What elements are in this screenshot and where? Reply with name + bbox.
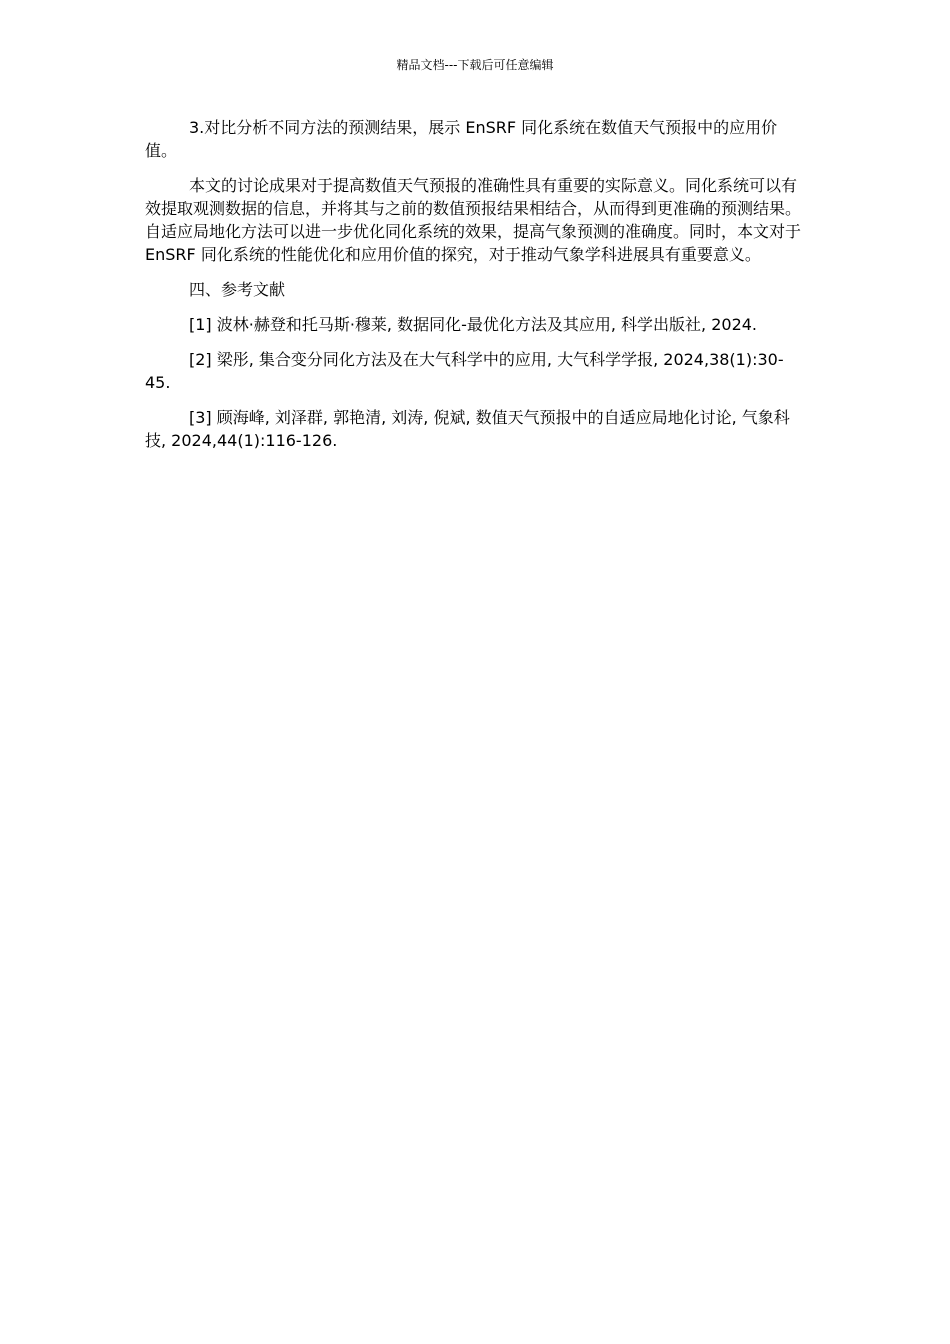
- page-header: 精品文档---下载后可任意编辑: [396, 58, 554, 72]
- document-body: [145, 116, 807, 464]
- paragraph-summary: 本文的讨论成果对于提高数值天气预报的准确性具有重要的实际意义。同化系统可以有效提取观测数据的信息，并将其与之前的数值预报结果相结合，从而得到更准确的预测结果。自适应局地化方法可以进一步优化同化系统的效果，提高气象预测的准确度。同时，本文对于 EnSRF 同化系统的性能优化和应用价值的探究，对于推动气象学科进展具有重要意义。: [145, 176, 802, 264]
- reference-item-1: [1] 波林·赫登和托马斯·穆莱, 数据同化-最优化方法及其应用, 科学出版社, 2024.: [189, 315, 758, 334]
- section-heading-references: 四、参考文献: [189, 280, 286, 299]
- reference-item-2: [2] 梁彤, 集合变分同化方法及在大气科学中的应用, 大气科学学报, 2024,38(1):30-45.: [145, 350, 784, 392]
- reference-item-3: [3] 顾海峰, 刘泽群, 郭艳清, 刘涛, 倪斌, 数值天气预报中的自适应局地化讨论, 气象科技, 2024,44(1):116-126.: [145, 408, 790, 450]
- paragraph-item-3: 3.对比分析不同方法的预测结果，展示 EnSRF 同化系统在数值天气预报中的应用价值。: [145, 118, 778, 160]
